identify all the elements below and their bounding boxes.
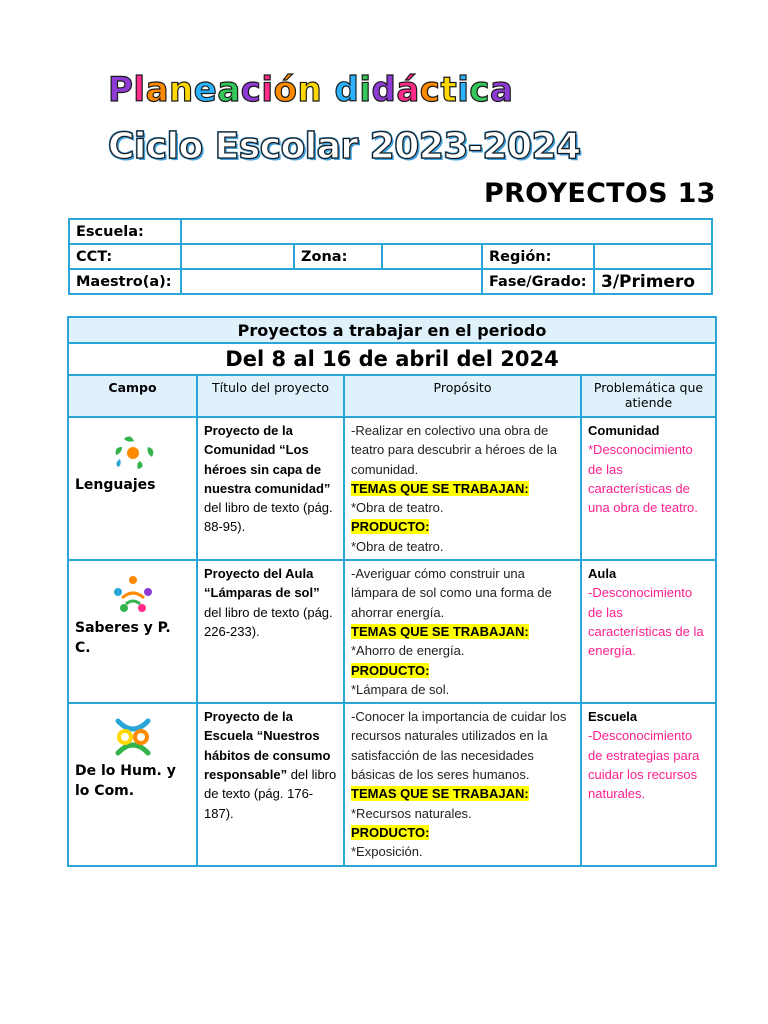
problematica-cell: [581, 560, 716, 703]
producto-label: PRODUCTO:: [351, 519, 430, 535]
table-row: [68, 417, 716, 560]
cct-value: [181, 244, 294, 269]
titulo-cell: [197, 560, 344, 703]
col-titulo: Título del proyecto: [197, 375, 344, 417]
campo-label: Saberes y P. C.: [75, 620, 171, 657]
proposito-text: -Averiguar cómo construir una lámpara de sol como una forma de ahorrar energía.: [351, 566, 552, 620]
problematica-head: Escuela: [588, 709, 638, 725]
temas-label: TEMAS QUE SE TRABAJAN:: [351, 623, 529, 639]
campo-cell: [68, 703, 197, 865]
column-headers: [68, 375, 716, 417]
humano-comunitario-icon: [110, 717, 156, 757]
campo-cell: [68, 417, 197, 560]
problematica-text: *Desconocimiento de las características de una obra de teatro.: [588, 442, 698, 516]
producto-text: *Exposición.: [351, 844, 423, 860]
temas-label: TEMAS QUE SE TRABAJAN:: [351, 786, 529, 802]
region-label: Región:: [482, 244, 594, 269]
lenguajes-icon: [110, 431, 156, 471]
problematica-cell: [581, 417, 716, 560]
maestro-value: [181, 269, 482, 294]
producto-text: *Obra de teatro.: [351, 538, 444, 554]
info-table: [68, 218, 713, 295]
problematica-text: -Desconocimiento de las características de la energía.: [588, 585, 704, 659]
temas-label: TEMAS QUE SE TRABAJAN:: [351, 480, 529, 496]
region-value: [594, 244, 712, 269]
temas-text: *Ahorro de energía.: [351, 643, 465, 659]
proposito-text: -Conocer la importancia de cuidar los recursos naturales utilizados en la satisfacción de las necesidades básicas de los seres humanos.: [351, 709, 567, 783]
zona-label: Zona:: [294, 244, 382, 269]
proposito-cell: [344, 703, 581, 865]
titulo-rest: del libro de texto (pág. 176-187).: [204, 767, 337, 821]
campo-label: Lenguajes: [75, 477, 156, 493]
titulo-rest: del libro de texto (pág. 226-233).: [204, 604, 333, 639]
saberes-icon: [110, 574, 156, 614]
proposito-cell: [344, 417, 581, 560]
problematica-head: Aula: [588, 566, 617, 582]
table-row: [68, 703, 716, 865]
plan-period: Del 8 al 16 de abril del 2024: [68, 343, 716, 375]
producto-label: PRODUCTO:: [351, 662, 430, 678]
titulo-bold: Proyecto del Aula “Lámparas de sol”: [204, 566, 320, 601]
problematica-head: Comunidad: [588, 423, 660, 438]
campo-cell: [68, 560, 197, 703]
problematica-text: -Desconocimiento de estrategias para cuidar los recursos naturales.: [588, 728, 700, 802]
maestro-label: Maestro(a):: [69, 269, 181, 294]
titulo-rest: del libro de texto (pág. 88-95).: [204, 500, 333, 535]
col-problematica: Problemática que atiende: [581, 375, 716, 417]
escuela-label: Escuela:: [69, 219, 181, 244]
col-campo: Campo: [68, 375, 197, 417]
title-line-2: Ciclo Escolar 2023-2024: [108, 126, 581, 167]
producto-label: PRODUCTO:: [351, 824, 430, 840]
plan-heading: Proyectos a trabajar en el periodo: [68, 317, 716, 343]
titulo-cell: [197, 417, 344, 560]
temas-text: *Recursos naturales.: [351, 805, 472, 821]
title-line-1: Planeación didáctica: [108, 70, 514, 110]
problematica-cell: [581, 703, 716, 865]
titulo-bold: Proyecto de la Escuela “Nuestros hábitos de consumo responsable”: [204, 709, 331, 783]
titulo-bold: Proyecto de la Comunidad “Los héroes sin capa de nuestra comunidad”: [204, 423, 331, 496]
fase-value: 3/Primero: [594, 269, 712, 294]
fase-label: Fase/Grado:: [482, 269, 594, 294]
proposito-text: -Realizar en colectivo una obra de teatro para descubrir a héroes de la comunidad.: [351, 423, 557, 477]
section-title: PROYECTOS 13: [484, 178, 716, 209]
table-row: [68, 560, 716, 703]
campo-label: De lo Hum. y lo Com.: [75, 763, 176, 800]
zona-value: [382, 244, 482, 269]
cct-label: CCT:: [69, 244, 181, 269]
temas-text: *Obra de teatro.: [351, 500, 444, 516]
titulo-cell: [197, 703, 344, 865]
plan-table: [67, 316, 717, 867]
producto-text: *Lámpara de sol.: [351, 681, 450, 697]
proposito-cell: [344, 560, 581, 703]
escuela-value: [181, 219, 712, 244]
col-proposito: Propósito: [344, 375, 581, 417]
